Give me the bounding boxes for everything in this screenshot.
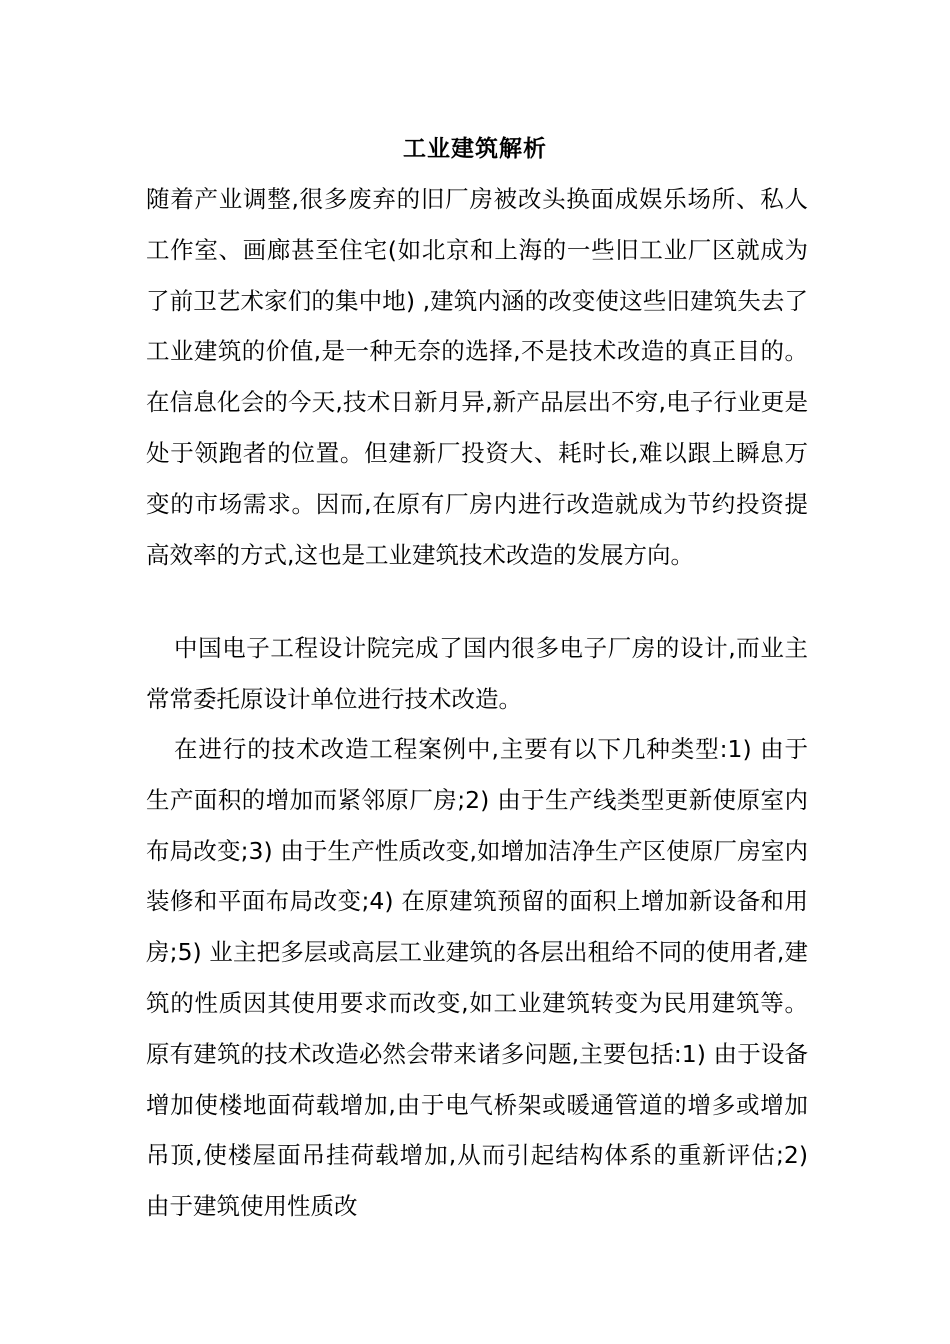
document-title: 工业建筑解析 — [403, 136, 547, 162]
paragraph-2: 中国电子工程设计院完成了国内很多电子厂房的设计,而业主常常委托原设计单位进行技术改造。 — [146, 634, 808, 713]
paragraph-1: 随着产业调整,很多废弃的旧厂房被改头换面成娱乐场所、私人工作室、画廊甚至住宅(如北京和上海的一些旧工业厂区就成为了前卫艺术家们的集中地) ,建筑内涵的改变使这些旧建筑失去了工业建筑的价值,是一种无奈的选择,不是技术改造的真正目的。在信息化会的今天,技术日新月异,新产品层出不穷,电子行业更是处于领跑者的位置。但建新厂投资大、耗时长,难以跟上瞬息万变的市场需求。因而,在原有厂房内进行改造就成为节约投资提高效率的方式,这也是工业建筑技术改造的发展方向。 — [146, 185, 808, 569]
paragraph-3: 在进行的技术改造工程案例中,主要有以下几种类型:1) 由于生产面积的增加而紧邻原厂房;2) 由于生产线类型更新使原室内布局改变;3) 由于生产性质改变,如增加洁净生产区使原厂房室内装修和平面布局改变;4) 在原建筑预留的面积上增加新设备和用房;5) 业主把多层或高层工业建筑的各层出租给不同的使用者,建筑的性质因其使用要求而改变,如工业建筑转变为民用建筑等。原有建筑的技术改造必然会带来诸多问题,主要包括:1) 由于设备增加使楼地面荷载增加,由于电气桥架或暖通管道的增多或增加吊顶,使楼屋面吊挂荷载增加,从而引起结构体系的重新评估;2) 由于建筑使用性质改 — [146, 735, 808, 1221]
